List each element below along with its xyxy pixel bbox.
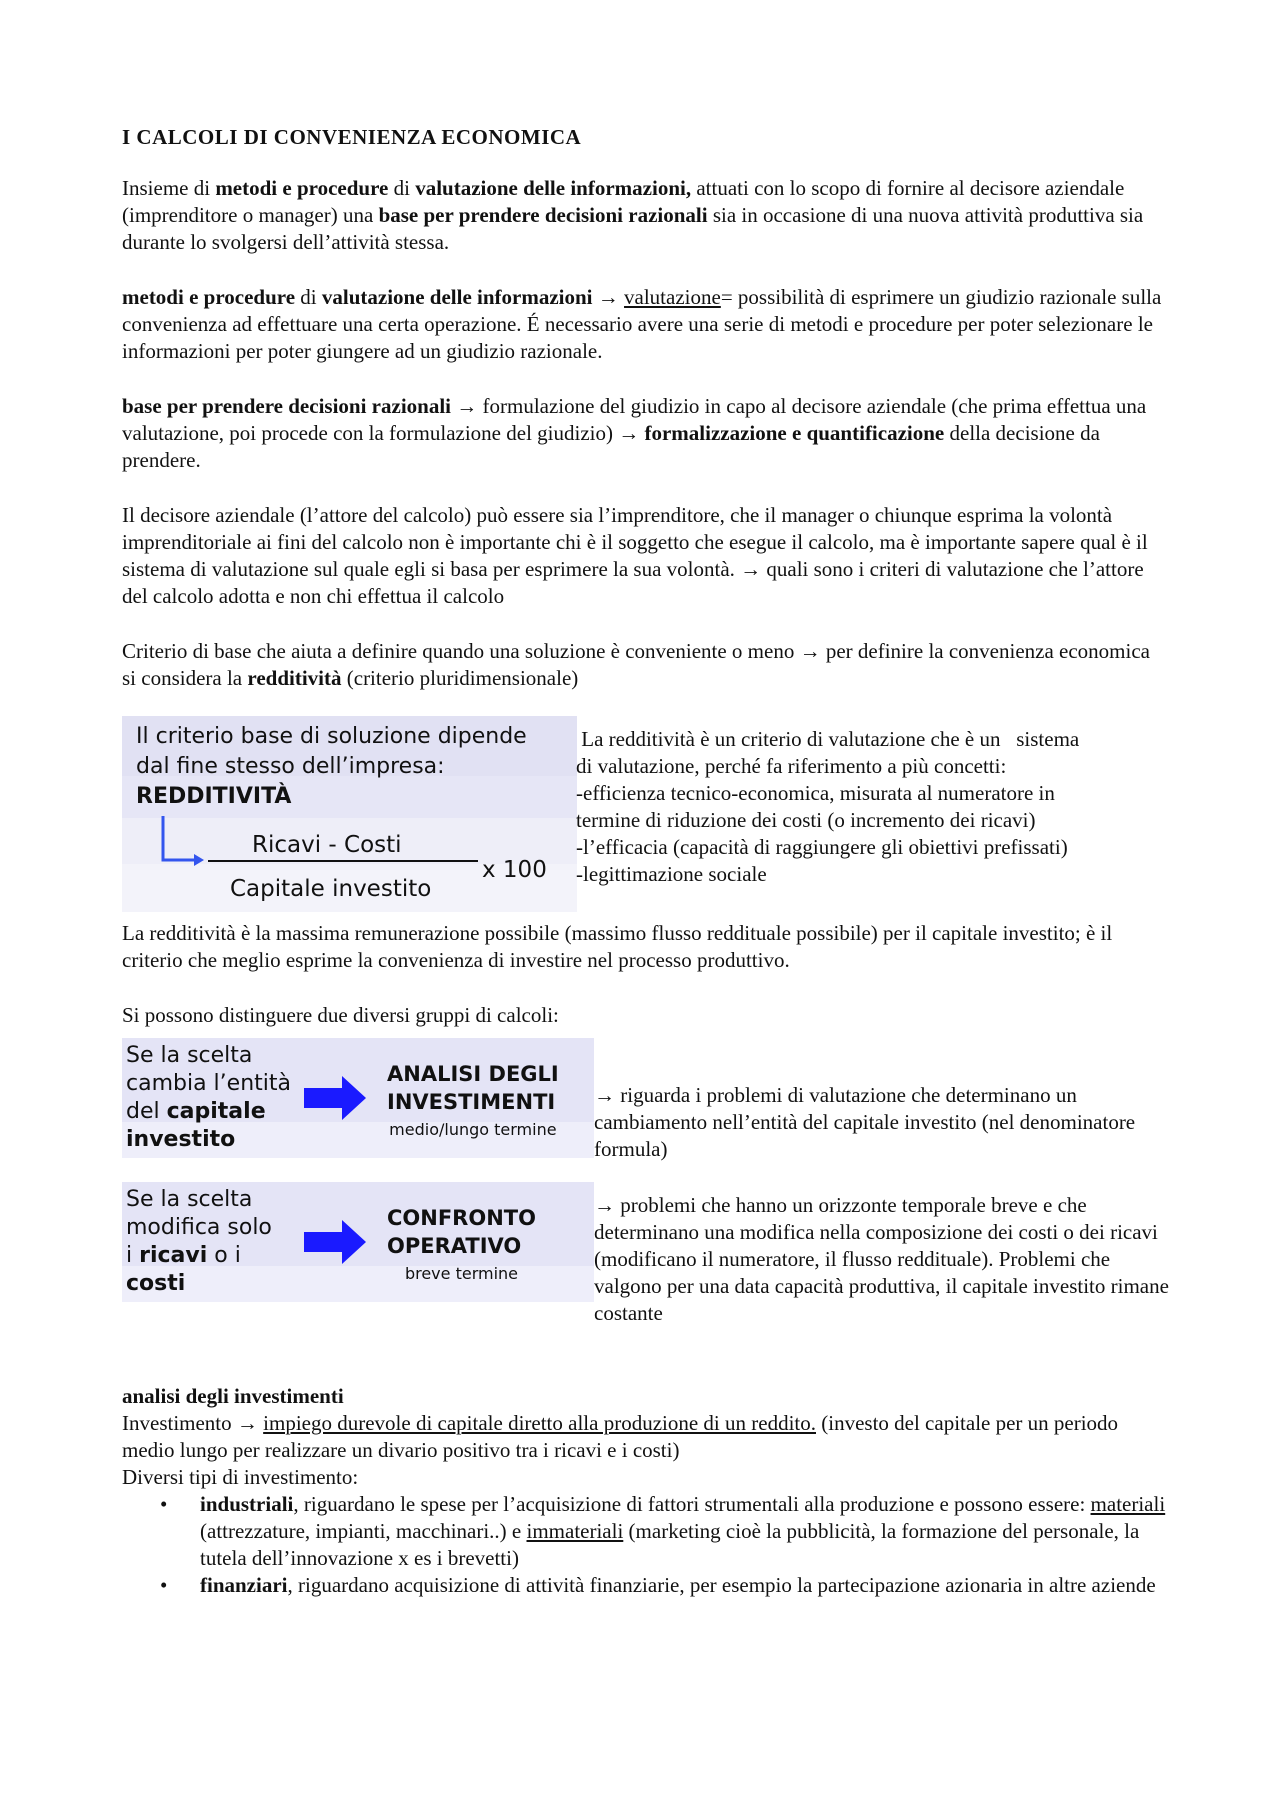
list-item: • industriali, riguardano le spese per l’acquisizione di fattori strumentali alla produzione e possono essere: materiali (attrezzature, impianti, macchinari..) e immateriali (marketing cioè la pubblicità, la formazione del personale, la tutela dell’innovazione x es i brevetti) — [160, 1492, 1166, 1570]
investment-analysis-box — [122, 1038, 594, 1158]
formula-denominator: Capitale investito — [230, 876, 432, 902]
bullet: • — [160, 1573, 168, 1597]
formula-caption: Il criterio base di soluzione dipende dal fine stesso dell’impresa: REDDITIVITÀ — [136, 724, 527, 809]
section-heading: analisi degli investimenti — [122, 1384, 344, 1408]
right-arrow-icon — [304, 1220, 368, 1264]
investment-definition: Investimento → impiego durevole di capitale diretto alla produzione di un reddito. (investo del capitale per un periodo medio lungo per realizzare un divario positivo tra i ricavi e i costi) — [122, 1411, 1119, 1462]
profitability-formula-box — [122, 716, 577, 912]
formula-multiplier: x 100 — [482, 857, 547, 883]
decisions-paragraph: base per prendere decisioni razionali → formulazione del giudizio in capo al decisore aziendale (che prima effettua una valutazione, poi procede con la formulazione del giudizio) → formalizzazione e quantificazione della decisione da prendere. — [122, 394, 1147, 472]
formula-numerator: Ricavi - Costi — [252, 832, 402, 858]
bullet: • — [160, 1492, 168, 1516]
intro-paragraph: Insieme di metodi e procedure di valutazione delle informazioni, attuati con lo scopo di fornire al decisore aziendale (imprenditore o manager) una base per prendere decisioni razionali sia in occasione di una nuova attività produttiva sia durante lo svolgersi dell’attività stessa. — [122, 176, 1144, 254]
methods-paragraph: metodi e procedure di valutazione delle informazioni → valutazione= possibilità di esprimere un giudizio razionale sulla convenienza ad effettuare una certa operazione. É necessario avere una serie di metodi e procedure per poter selezionare le informazioni per poter giungere ad un giudizio razionale. — [122, 285, 1162, 363]
decision-maker-paragraph: Il decisore aziendale (l’attore del calcolo) può essere sia l’imprenditore, che il manager o chiunque esprima la volontà imprenditoriale ai fini del calcolo non è importante chi è il soggetto che esegue il calcolo, ma è importante sapere qual è il sistema di valutazione sul quale egli si basa per esprimere la sua volontà. → quali sono i criteri di valutazione che l’attore del calcolo adotta e non chi effettua il calcolo — [122, 503, 1148, 608]
investment-types-intro: Diversi tipi di investimento: — [122, 1465, 359, 1489]
choice2-explanation: → problemi che hanno un orizzonte temporale breve e che determinano una modifica nella composizione dei costi o dei ricavi (modificano il numeratore, il flusso reddituale). Problemi che valgono per una data capacità produttiva, il capitale investito rimane costante — [594, 1193, 1169, 1325]
criterion-paragraph: Criterio di base che aiuta a definire quando una soluzione è conveniente o meno → per definire la convenienza economica si considera la redditività (criterio pluridimensionale) — [122, 639, 1150, 690]
investment-section — [122, 1383, 1167, 1599]
formula-side-notes: La redditività è un criterio di valutazione che è un sistema di valutazione, perché fa riferimento a più concetti: -efficienza tecnico-economica, misurata al numeratore in termine di riduzione dei costi (o incremento dei ricavi) -l’efficacia (capacità di raggiungere gli obiettivi prefissati) -legittimazione sociale — [576, 727, 1080, 886]
investment-types-list — [122, 1491, 1167, 1599]
choice2-condition: Se la scelta modifica solo i ricavi o i costi — [126, 1187, 272, 1296]
document-title: I CALCOLI DI CONVENIENZA ECONOMICA — [122, 125, 582, 149]
choice1-condition: Se la scelta cambia l’entità del capitale investito — [126, 1043, 291, 1152]
choice1-explanation: → riguarda i problemi di valutazione che determinano un cambiamento nell’entità del capitale investito (nel denominatore formula) — [594, 1083, 1136, 1161]
operational-comparison-box — [122, 1182, 594, 1302]
choice1-result: ANALISI DEGLI INVESTIMENTI medio/lungo termine — [387, 1062, 559, 1139]
calc-groups-intro: Si possono distinguere due diversi gruppi di calcoli: — [122, 1003, 559, 1027]
list-item: • finanziari, riguardano acquisizione di attività finanziarie, per esempio la partecipazione azionaria in altre aziende — [160, 1573, 1156, 1597]
choice2-result: CONFRONTO OPERATIVO breve termine — [387, 1206, 536, 1283]
right-arrow-icon — [304, 1076, 368, 1120]
profitability-paragraph: La redditività è la massima remunerazione possibile (massimo flusso reddituale possibile) per il capitale investito; è il criterio che meglio esprime la convenienza di investire nel processo produttivo. — [122, 921, 1113, 972]
